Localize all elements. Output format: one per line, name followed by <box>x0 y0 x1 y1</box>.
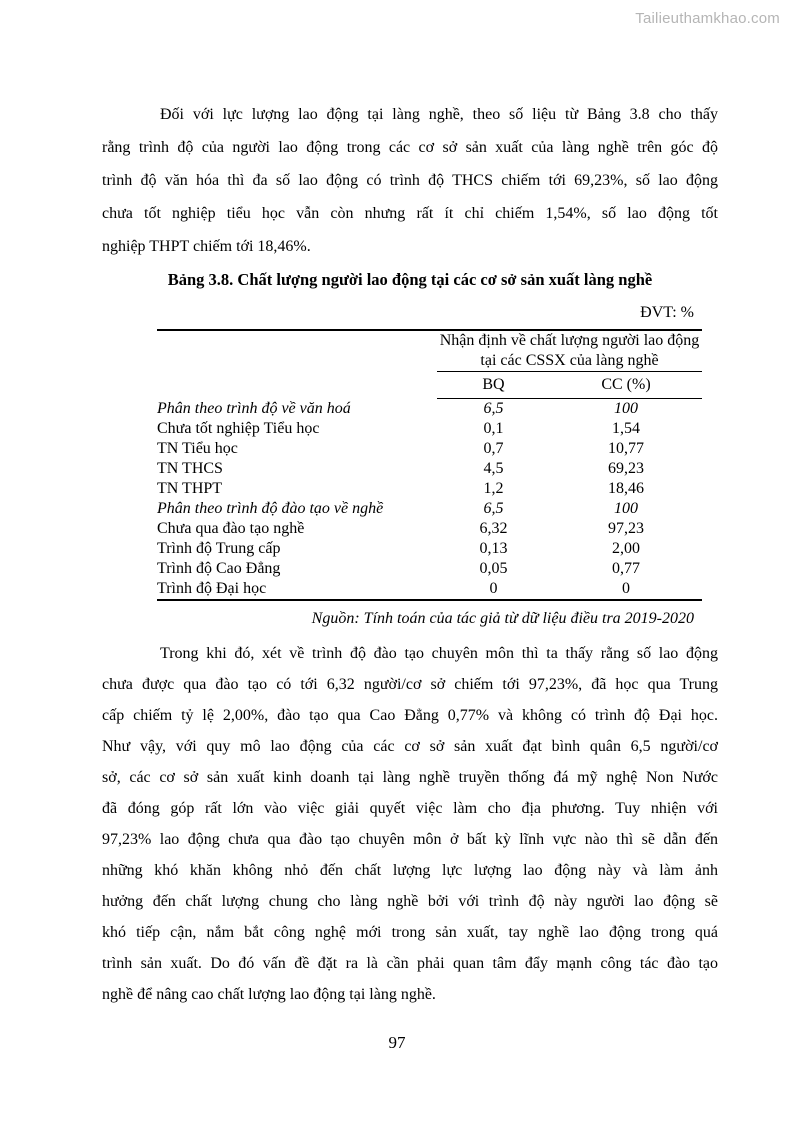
paragraph-line: trình sản xuất. Do đó vấn đề đặt ra là cần phải quan tâm đẩy mạnh công tác đào tạo <box>102 955 718 972</box>
row-cc: 97,23 <box>608 520 644 537</box>
page-content <box>102 98 718 1010</box>
row-bq: 6,5 <box>483 500 504 517</box>
row-cc: 2,00 <box>612 540 640 557</box>
paragraph-line: Như vậy, với quy mô lao động của các cơ sở sản xuất đạt bình quân 6,5 người/cơ <box>102 738 718 755</box>
row-label: Trình độ Trung cấp <box>157 540 281 557</box>
row-label: TN Tiểu học <box>157 440 238 457</box>
row-cc: 100 <box>614 500 638 517</box>
row-bq: 0,1 <box>483 420 504 437</box>
row-cc: 0,77 <box>612 560 640 577</box>
table-source-note: Nguồn: Tính toán của tác giả từ dữ liệu điều tra 2019-2020 <box>311 610 694 627</box>
page-number: 97 <box>388 1033 406 1052</box>
table-row <box>157 499 702 519</box>
paragraph-line: nghề để nâng cao chất lượng lao động tại làng nghề. <box>102 986 436 1003</box>
table-title: Bảng 3.8. Chất lượng người lao động tại các cơ sở sản xuất làng nghề <box>167 270 653 289</box>
row-cc: 69,23 <box>608 460 644 477</box>
row-bq: 4,5 <box>483 460 504 477</box>
paragraph-line: chưa được qua đào tạo có tới 6,32 người/cơ sở chiếm tới 97,23%, đã học qua Trung <box>102 676 718 693</box>
table-row <box>157 539 702 559</box>
paragraph-line: đã đóng góp rất lớn vào việc giải quyết việc làm cho địa phương. Tuy nhiện với <box>102 800 718 817</box>
row-label: Phân theo trình độ đào tạo về nghề <box>157 500 384 517</box>
table-row <box>157 459 702 479</box>
row-bq: 0,7 <box>483 440 504 457</box>
table-row <box>157 419 702 439</box>
table-row <box>157 519 702 539</box>
row-bq: 6,5 <box>483 400 504 417</box>
table-unit: ĐVT: % <box>640 304 694 321</box>
paragraph-line: trình độ văn hóa thì đa số lao động có trình độ THCS chiếm tới 69,23%, số lao động <box>102 172 718 189</box>
row-label: Trình độ Đại học <box>157 580 267 597</box>
paragraph-line: rằng trình độ của người lao động trong các cơ sở sản xuất của làng nghề trên góc độ <box>102 139 718 156</box>
row-cc: 18,46 <box>608 480 644 497</box>
row-label: Trình độ Cao Đẳng <box>157 560 281 577</box>
row-bq: 0 <box>489 580 498 597</box>
paragraph-line: Đối với lực lượng lao động tại làng nghề, theo số liệu từ Bảng 3.8 cho thấy <box>160 106 718 123</box>
watermark-text: Tailieuthamkhao.com <box>635 10 780 27</box>
paragraph-line: những khó khăn không nhỏ đến chất lượng lực lượng lao động này và làm ảnh <box>102 862 718 879</box>
paragraph-line: 97,23% lao động chưa qua đào tạo chuyên môn ở bất kỳ lĩnh vực nào thì sẽ dẫn đến <box>102 831 718 848</box>
empty-header-cell <box>157 372 437 399</box>
column-header-bq: BQ <box>437 372 550 399</box>
table-row <box>157 399 702 420</box>
row-cc: 10,77 <box>608 440 644 457</box>
row-label: TN THCS <box>157 460 223 477</box>
paragraph-line: Trong khi đó, xét về trình độ đào tạo chuyên môn thì ta thấy rằng số lao động <box>160 645 718 662</box>
paragraph-line: nghiệp THPT chiếm tới 18,46%. <box>102 238 311 255</box>
paragraph-line: chưa tốt nghiệp tiểu học vẫn còn nhưng rất ít chỉ chiếm 1,54%, số lao động tốt <box>102 205 718 222</box>
row-label: Chưa qua đào tạo nghề <box>157 520 305 537</box>
row-bq: 0,13 <box>479 540 508 557</box>
table-row <box>157 439 702 459</box>
row-label: Phân theo trình độ về văn hoá <box>157 399 351 417</box>
paragraph-line: cấp chiếm tỷ lệ 2,00%, đào tạo qua Cao Đẳng 0,77% và không có trình độ Đại học. <box>102 707 718 724</box>
table-row <box>157 479 702 499</box>
paragraph-line: hưởng đến chất lượng chung cho làng nghề bởi với trình độ này người lao động sẽ <box>102 893 718 910</box>
table-3-8 <box>157 329 702 601</box>
paragraph-2 <box>102 638 718 1010</box>
row-cc: 100 <box>614 400 638 417</box>
empty-header-cell <box>157 330 437 372</box>
paragraph-line: sở, các cơ sở sản xuất kinh doanh tại làng nghề truyền thống đá mỹ nghệ Non Nước <box>102 769 718 786</box>
table-row <box>157 579 702 600</box>
row-cc: 0 <box>622 580 630 597</box>
table-subheader-row <box>157 372 702 399</box>
group-header-cell: Nhận định về chất lượng người lao động tại các CSSX của làng nghề <box>437 330 702 372</box>
paragraph-line: khó tiếp cận, nắm bắt công nghệ mới trong sản xuất, tay nghề lao động trong quá <box>102 924 718 941</box>
row-cc: 1,54 <box>612 420 640 437</box>
paragraph-1 <box>102 98 718 263</box>
row-bq: 6,32 <box>479 520 508 537</box>
table-row <box>157 559 702 579</box>
row-bq: 0,05 <box>479 560 508 577</box>
table-group-header-row <box>157 330 702 372</box>
row-label: Chưa tốt nghiệp Tiểu học <box>157 420 320 437</box>
row-label: TN THPT <box>157 480 223 497</box>
row-bq: 1,2 <box>483 480 504 497</box>
column-header-cc: CC (%) <box>550 372 702 399</box>
